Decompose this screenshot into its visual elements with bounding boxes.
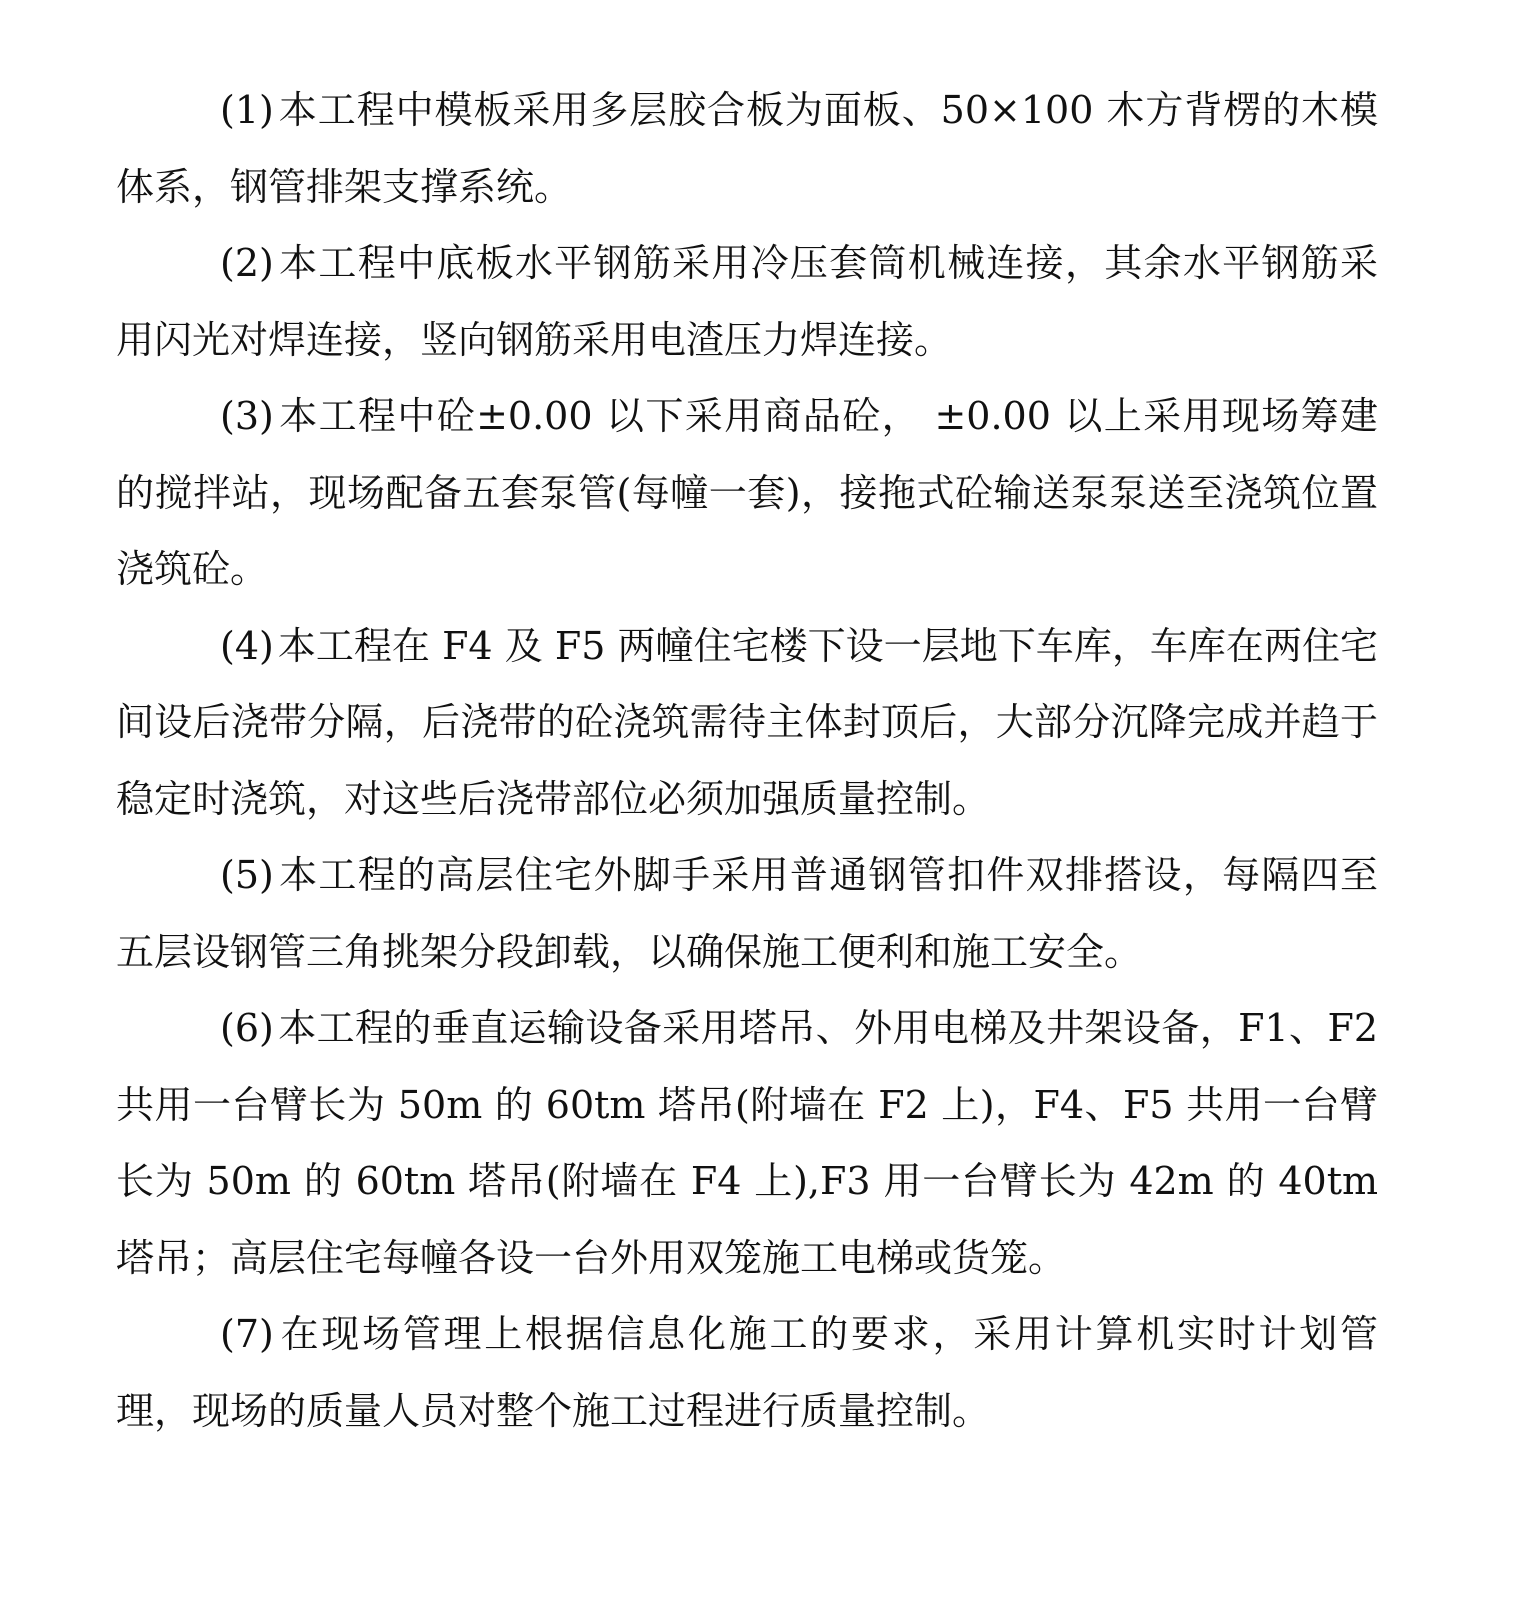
paragraph-number: (4) (220, 623, 274, 668)
paragraph-number: (2) (220, 241, 274, 285)
paragraph-number: (5) (220, 853, 274, 897)
paragraph-number: (6) (220, 1006, 274, 1050)
document-body (116, 72, 1378, 1449)
paragraph-number: (3) (220, 394, 274, 438)
paragraph-number: (7) (220, 1312, 274, 1356)
paragraph-6 (116, 990, 1378, 1296)
paragraph-text: 本工程中砼±0.00 以下采用商品砼， ±0.00 以上采用现场筹建的搅拌站，现场配备五套泵管(每幢一套)，接拖式砼输送泵泵送至浇筑位置浇筑砼。 (116, 394, 1378, 591)
paragraph-number: (1) (220, 88, 274, 132)
paragraph-text: 本工程中底板水平钢筋采用冷压套筒机械连接，其余水平钢筋采用闪光对焊连接，竖向钢筋采用电渣压力焊连接。 (116, 241, 1378, 362)
paragraph-2 (116, 225, 1378, 378)
paragraph-4 (116, 608, 1378, 838)
paragraph-text: 本工程中模板采用多层胶合板为面板、50×100 木方背楞的木模体系，钢管排架支撑系统。 (116, 88, 1378, 209)
paragraph-text: 本工程的垂直运输设备采用塔吊、外用电梯及井架设备，F1、F2 共用一台臂长为 50m 的 60tm 塔吊(附墙在 F2 上)，F4、F5 共用一台臂长为 50m 的 60tm 塔吊(附墙在 F4 上),F3 用一台臂长为 42m 的 40tm 塔吊；高层住宅每幢各设一台外用双笼施工电梯或货笼。 (116, 1006, 1378, 1280)
paragraph-7 (116, 1296, 1378, 1449)
paragraph-5 (116, 837, 1378, 990)
paragraph-text: 本工程的高层住宅外脚手采用普通钢管扣件双排搭设，每隔四至五层设钢管三角挑架分段卸载，以确保施工便利和施工安全。 (116, 853, 1378, 974)
paragraph-text: 本工程在 F4 及 F5 两幢住宅楼下设一层地下车库，车库在两住宅间设后浇带分隔，后浇带的砼浇筑需待主体封顶后，大部分沉降完成并趋于稳定时浇筑，对这些后浇带部位必须加强质量控制。 (116, 623, 1378, 821)
paragraph-3 (116, 378, 1378, 608)
paragraph-text: 在现场管理上根据信息化施工的要求，采用计算机实时计划管理，现场的质量人员对整个施工过程进行质量控制。 (116, 1312, 1378, 1433)
paragraph-1 (116, 72, 1378, 225)
